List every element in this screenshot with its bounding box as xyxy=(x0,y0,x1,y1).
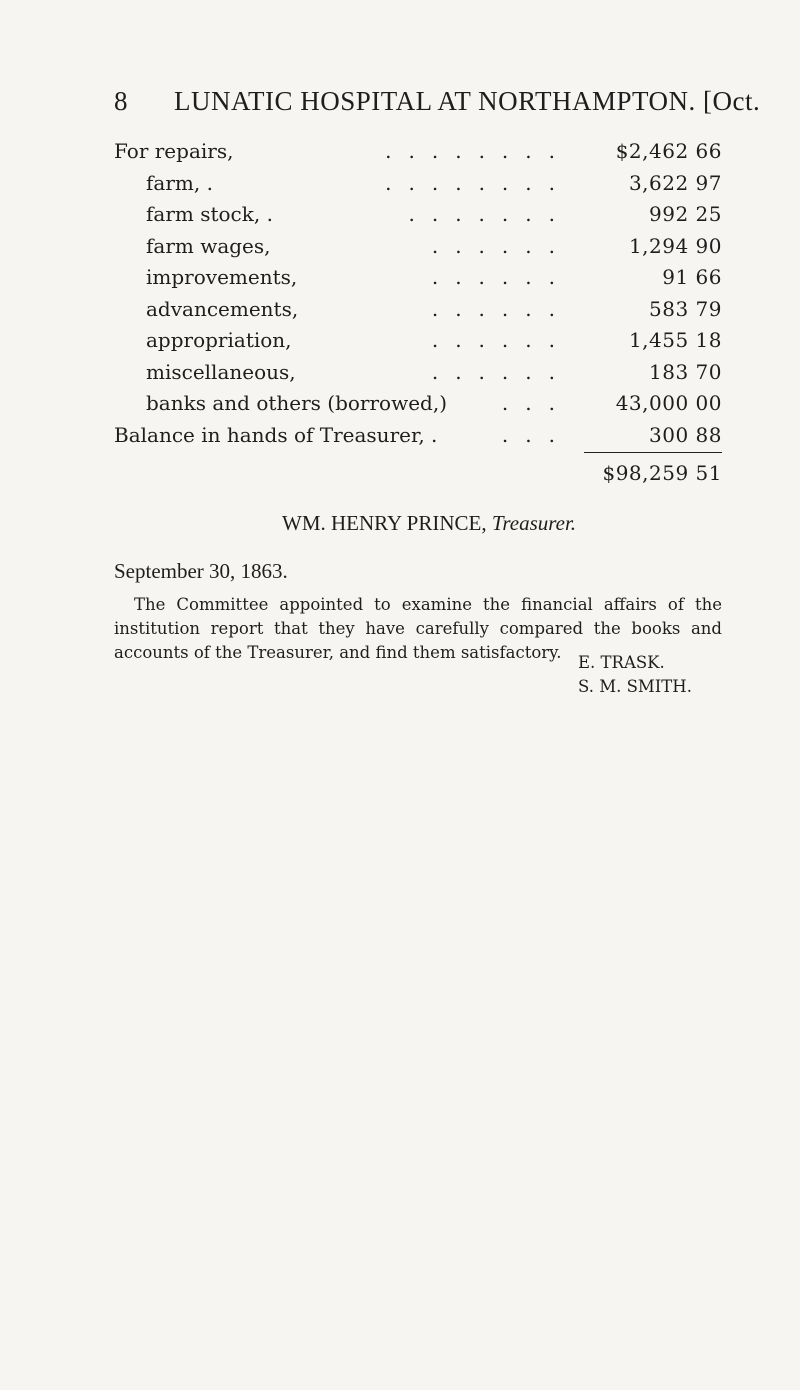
ledger-label: advancements, xyxy=(146,294,304,326)
report-date: September 30, 1863. xyxy=(114,559,288,583)
ledger-row-farm-stock xyxy=(114,199,722,231)
ledger-amount: 183 70 xyxy=(649,359,722,384)
signatory-smith: S. M. SMITH. xyxy=(578,677,692,696)
ledger-label: farm stock, . xyxy=(146,199,279,231)
dot-leaders: ........ xyxy=(385,170,572,195)
ledger-amount: 1,294 90 xyxy=(628,233,722,258)
total-rule xyxy=(584,452,722,453)
ledger-label: improvements, xyxy=(146,262,303,294)
treasurer-role: Treasurer. xyxy=(491,511,577,535)
dot-leaders: ...... xyxy=(431,328,572,352)
ledger-row-farm xyxy=(114,168,722,200)
ledger-label: farm, . xyxy=(146,168,219,200)
signatory-trask: E. TRASK. xyxy=(578,653,665,672)
ledger-amount: 1,455 18 xyxy=(628,328,722,352)
ledger-amount: $2,462 66 xyxy=(615,139,722,163)
ledger-row-repairs xyxy=(114,136,722,168)
ledger-label: appropriation, xyxy=(146,325,298,357)
ledger-amount: 43,000 00 xyxy=(615,391,722,415)
treasurer-signature xyxy=(282,506,576,540)
ledger-row-miscellaneous xyxy=(114,357,722,389)
ledger-amount: 3,622 97 xyxy=(628,170,722,195)
ledger-label: For repairs, xyxy=(114,136,239,168)
ledger-total: $98,259 51 xyxy=(602,461,722,485)
ledger-amount: 583 79 xyxy=(649,296,722,321)
ledger-amount: 992 25 xyxy=(649,202,722,226)
dot-leaders: ...... xyxy=(431,359,572,384)
ledger-label: miscellaneous, xyxy=(146,357,302,389)
dot-leaders: ...... xyxy=(431,233,572,258)
ledger-row-advancements xyxy=(114,294,722,326)
ledger-row-banks-borrowed xyxy=(114,388,722,420)
ledger-amount: 91 66 xyxy=(662,265,722,289)
expenditure-ledger xyxy=(114,136,722,451)
dot-leaders: ...... xyxy=(431,265,572,289)
ledger-row-improvements xyxy=(114,262,722,294)
dot-leaders: ...... xyxy=(431,296,572,321)
ledger-amount: 300 88 xyxy=(649,422,722,447)
ledger-label: banks and others (borrowed,) xyxy=(146,388,453,420)
dot-leaders: ....... xyxy=(408,202,572,226)
committee-report: The Committee appointed to examine the financial affairs of the institution report that they have carefully compared the books and accounts of the Treasurer, and find them satisfactory. xyxy=(114,595,722,662)
dot-leaders: ... xyxy=(501,391,572,415)
ledger-row-farm-wages xyxy=(114,231,722,263)
dot-leaders: ... xyxy=(501,422,572,447)
ledger-row-appropriation xyxy=(114,325,722,357)
ledger-label: Balance in hands of Treasurer, . xyxy=(114,420,443,452)
ledger-label: farm wages, xyxy=(146,231,277,263)
dot-leaders: ........ xyxy=(385,139,572,163)
page-number: 8 xyxy=(114,86,128,116)
committee-signatories xyxy=(578,651,692,699)
running-head xyxy=(114,86,761,122)
treasurer-name: WM. HENRY PRINCE, xyxy=(282,511,487,535)
running-head-title: LUNATIC HOSPITAL AT NORTHAMPTON. [Oct. xyxy=(174,86,761,116)
ledger-row-balance xyxy=(114,420,722,452)
